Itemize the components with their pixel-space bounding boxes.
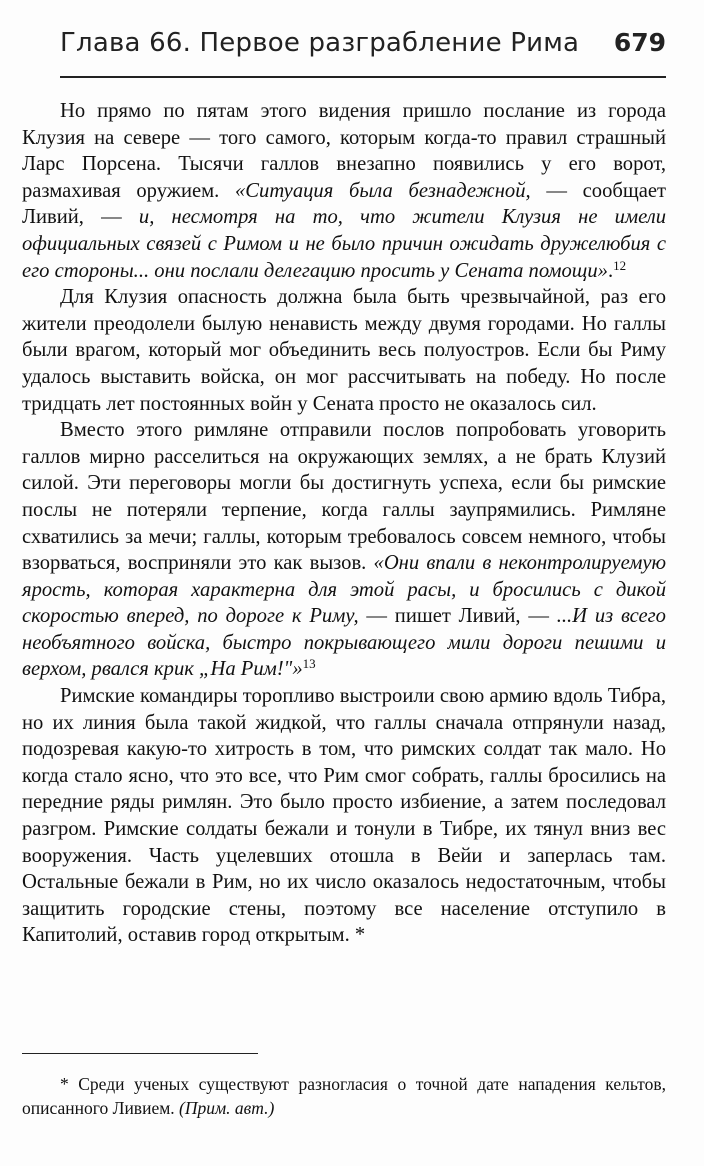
footnote-divider — [22, 1053, 258, 1054]
paragraph-2: Для Клузия опасность должна была быть чрезвычайной, раз его жители преодолели былую ненависть между двумя городами. Но галлы были врагом, который мог объединить весь полуостров. Если бы Риму удалось выставить войска, он мог рассчитывать на победу. Но после тридцать лет постоянных войн у Сената просто не оказалось сил. — [22, 286, 666, 415]
footnote-ref: 13 — [302, 656, 316, 672]
quote: «Они впали в неконтролируемую ярость, которая характерна для этой расы, и бросились с дикой скоростью вперед, по дороге к Риму, — [22, 552, 667, 628]
paragraph-4: Римские командиры торопливо выстроили свою армию вдоль Тибра, но их линия была такой жидкой, что галлы сначала отпрянули назад, подозревая какую-то хитрость в том, что римских солдат так мало. Но когда стало ясно, что это все, что Рим смог собрать, галлы бросились на передние ряды римлян. Это было просто избиение, а затем последовал разгром. Римские солдаты бежали и тонули в Тибре, их тянул вниз вес вооружения. Часть уцелевших отошла в Вейи и заперлась там. Остальные бежали в Рим, но их число оказалось недостаточным, чтобы защитить городские стены, поэтому все население отступило в Капитолий, оставив город открытым. * — [22, 685, 666, 947]
running-header — [60, 28, 666, 78]
main-text — [22, 98, 666, 949]
footnote-ref: 12 — [613, 257, 627, 273]
chapter-title: Глава 66. Первое разграбление Рима — [60, 28, 580, 58]
footnote — [22, 1072, 666, 1120]
quote: «Ситуация была безнадежной, — [234, 179, 531, 202]
quote: и, несмотря на то, что жители Клузия не имели официальных связей с Римом и не было причин ожидать дружелюбия с его стороны... они послали делегацию просить у Сената помощи» — [22, 206, 666, 282]
quote: ...И из всего необъятного войска, быстро покрывающего мили дороги пешими и верхом, рвался крик „На Рим!"» — [22, 605, 666, 681]
paragraph-1: Но прямо по пятам этого видения пришло послание из города Клузия на севере — того самого, которым когда-то правил страшный Ларс Порсена. Тысячи галлов внезапно появились у его ворот, размахивая оружием. «Ситуация была безнадежной, — сообщает Ливий, — и, несмотря на то, что жители Клузия не имели официальных связей с Римом и не было причин ожидать дружелюбия с его стороны... они послали делегацию просить у Сената помощи».$^{12}$ — [22, 100, 666, 282]
footnote-text: * Среди ученых существуют разногласия о точной дате нападения кельтов, описанного Ливием. — [22, 1074, 666, 1118]
paragraph-3: Вместо этого римляне отправили послов попробовать уговорить галлов мирно расселиться на окружающих землях, а не брать Клузий силой. Эти переговоры могли бы достигнуть успеха, если бы римские послы не потеряли терпение, когда галлы заупрямились. Римляне схватились за мечи; галлы, которым требовалось совсем немного, чтобы взорваться, восприняли это как вызов. «Они впали в неконтролируемую ярость, которая характерна для этой расы, и бросились с дикой скоростью вперед, по дороге к Риму, — пишет Ливий, — ...И из всего необъятного войска, быстро покрывающего мили дороги пешими и верхом, рвался крик „На Рим!"»$^{13}$ — [22, 419, 667, 681]
footnote-attribution: (Прим. авт.) — [179, 1098, 275, 1118]
page-number: 679 — [613, 28, 666, 57]
